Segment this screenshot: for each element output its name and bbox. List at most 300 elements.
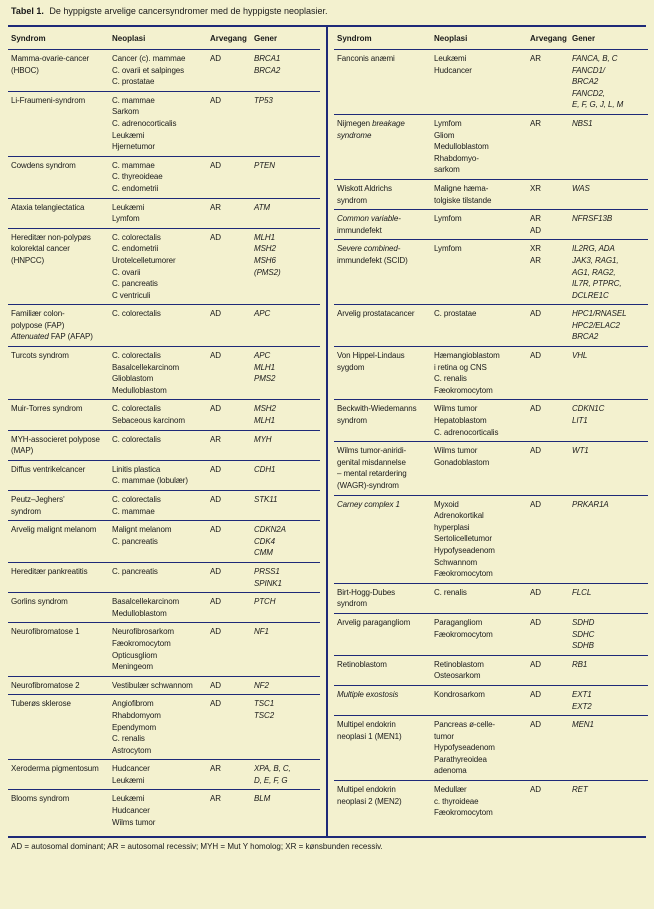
cell-line: PRSS1 xyxy=(254,566,280,576)
table-row xyxy=(8,92,320,157)
cell-neoplasi xyxy=(434,499,530,580)
cell-line: C. colorectalis xyxy=(112,351,161,361)
cell-line: ATM xyxy=(254,202,270,212)
cell-line: MYH xyxy=(254,434,272,444)
cell-neoplasi xyxy=(112,524,210,559)
cell-arvegang xyxy=(210,464,254,487)
table-header xyxy=(8,27,320,50)
cell-neoplasi xyxy=(112,494,210,517)
cell-line: Astrocytom xyxy=(112,745,152,755)
cell-syndrom xyxy=(334,53,434,111)
cell-gener xyxy=(254,434,320,457)
cell-line: Medulloblastom xyxy=(434,142,489,152)
cell-line: Wiskott Aldrichs xyxy=(337,183,392,193)
cell-syndrom xyxy=(334,689,434,712)
cell-line: C. pancreatis xyxy=(112,536,158,546)
cell-line: Beckwith-Wiedemanns xyxy=(337,404,417,414)
cell-arvegang xyxy=(210,95,254,153)
cell-line: Medullær xyxy=(434,785,467,795)
cell-neoplasi xyxy=(434,784,530,819)
cell-line: tumor xyxy=(434,731,454,741)
cell-line: Hudcancer xyxy=(112,806,150,816)
header-gener: Gener xyxy=(572,33,596,43)
cell-line: Cowdens syndrom xyxy=(11,160,76,170)
cell-arvegang xyxy=(530,308,572,343)
cell-syndrom xyxy=(8,434,112,457)
cell-gener xyxy=(572,403,648,438)
cell-line: EXT1 xyxy=(572,689,592,699)
cell-arvegang xyxy=(210,680,254,692)
cell-neoplasi xyxy=(434,719,530,777)
cell-line: AD xyxy=(530,404,541,414)
table-body-right xyxy=(334,50,648,822)
cell-syndrom xyxy=(334,659,434,682)
cell-line: XPA, B, C, xyxy=(254,764,291,774)
cell-arvegang xyxy=(530,689,572,712)
cell-line: CDH1 xyxy=(254,464,276,474)
cell-line: C. adrenocorticalis xyxy=(434,427,499,437)
cell-syndrom xyxy=(8,566,112,589)
cell-syndrom xyxy=(334,213,434,236)
cell-line: Hereditær pankreatitis xyxy=(11,566,88,576)
table-title: De hyppigste arvelige cancersyndromer med de hyppigste neoplasier. xyxy=(49,6,328,16)
cell-syndrom xyxy=(8,793,112,828)
cell-syndrom xyxy=(334,719,434,777)
cell-neoplasi xyxy=(434,403,530,438)
cell-line: C. colorectalis xyxy=(112,404,161,414)
cell-line: Gliom xyxy=(434,130,455,140)
cell-line: HPC1/RNASEL xyxy=(572,309,627,319)
cell-line: SDHC xyxy=(572,629,595,639)
cell-line: Vestibulær schwannom xyxy=(112,680,193,690)
cell-line: NF2 xyxy=(254,680,269,690)
table-right-half xyxy=(334,27,648,822)
cell-line: PTCH xyxy=(254,597,276,607)
cell-gener xyxy=(572,213,648,236)
cell-line: IL7R, PTPRC, xyxy=(572,279,622,289)
cell-line: AD xyxy=(530,225,541,235)
cell-line: MLH1 xyxy=(254,362,275,372)
cell-neoplasi xyxy=(112,596,210,619)
cell-arvegang xyxy=(530,118,572,176)
cell-line: AR xyxy=(210,202,221,212)
cell-line: Glioblastom xyxy=(112,374,154,384)
cell-line: PTEN xyxy=(254,160,275,170)
cell-line: PMS2 xyxy=(254,374,276,384)
cell-gener xyxy=(254,232,320,302)
cell-line: Wilms tumor-aniridi- xyxy=(337,446,407,456)
cell-line: syndrome xyxy=(337,130,372,140)
cell-line: AD xyxy=(210,699,221,709)
cell-line: MSH6 xyxy=(254,255,276,265)
table-row xyxy=(8,623,320,676)
cell-line: D, E, F, G xyxy=(254,775,288,785)
cell-syndrom xyxy=(334,445,434,491)
cell-line: Neurofibrosarkom xyxy=(112,627,174,637)
cell-neoplasi xyxy=(434,53,530,111)
cell-line: Arvelig prostatacancer xyxy=(337,309,415,319)
cell-arvegang xyxy=(530,617,572,652)
cell-line: AD xyxy=(530,785,541,795)
cell-line: APC xyxy=(254,309,271,319)
cell-gener xyxy=(254,763,320,786)
table-row xyxy=(8,695,320,760)
cell-arvegang xyxy=(210,793,254,828)
cell-gener xyxy=(254,698,320,756)
cell-line: Sertolicelletumor xyxy=(434,534,492,544)
cell-line: Basalcellekarcinom xyxy=(112,362,180,372)
cell-arvegang xyxy=(530,243,572,301)
table-row xyxy=(8,347,320,400)
cell-neoplasi xyxy=(112,680,210,692)
cell-line: kolorektal cancer xyxy=(11,244,70,254)
cell-line: AR xyxy=(210,794,221,804)
cell-arvegang xyxy=(210,494,254,517)
cell-line: Multipel endokrin xyxy=(337,785,396,795)
table-row xyxy=(8,400,320,430)
cell-line: XR xyxy=(530,244,541,254)
cell-syndrom xyxy=(8,596,112,619)
table-header xyxy=(334,27,648,50)
cell-line: IL2RG, ADA xyxy=(572,244,615,254)
cell-line: Opticusgliom xyxy=(112,650,158,660)
cell-neoplasi xyxy=(434,183,530,206)
cell-line: Xeroderma pigmentosum xyxy=(11,764,99,774)
header-neoplasi: Neoplasi xyxy=(112,33,146,43)
cell-syndrom xyxy=(8,202,112,225)
cell-line: sarkom xyxy=(434,165,460,175)
table-body-left xyxy=(8,50,320,831)
cell-line: BRCA2 xyxy=(572,77,599,87)
cell-arvegang xyxy=(530,445,572,491)
cell-syndrom xyxy=(334,350,434,396)
cell-syndrom xyxy=(8,350,112,396)
cell-neoplasi xyxy=(434,213,530,236)
cell-line: AR xyxy=(210,764,221,774)
cell-syndrom xyxy=(334,243,434,301)
cell-line: AD xyxy=(210,160,221,170)
cell-line: Turcots syndrom xyxy=(11,351,69,361)
table-row xyxy=(8,677,320,696)
column-divider xyxy=(326,25,328,838)
cell-gener xyxy=(572,118,648,176)
cell-arvegang xyxy=(210,566,254,589)
cell-syndrom xyxy=(334,118,434,176)
cell-line: Lymfom xyxy=(434,244,462,254)
cell-line: Wilms tumor xyxy=(112,817,156,827)
table-row xyxy=(8,199,320,229)
cell-arvegang xyxy=(210,524,254,559)
cell-gener xyxy=(254,494,320,517)
cell-line: Fæokromocytom xyxy=(434,808,493,818)
cell-line: EXT2 xyxy=(572,701,592,711)
cell-neoplasi xyxy=(434,659,530,682)
cell-gener xyxy=(254,626,320,672)
cell-line: C. colorectalis xyxy=(112,309,161,319)
cell-line: Li-Fraumeni-syndrom xyxy=(11,95,86,105)
table-row xyxy=(334,614,648,656)
cell-arvegang xyxy=(530,350,572,396)
cell-line: C. colorectalis xyxy=(112,434,161,444)
cell-line: Lymfom xyxy=(434,214,462,224)
cell-line: AD xyxy=(210,495,221,504)
cell-neoplasi xyxy=(434,617,530,652)
cell-line: Ataxia telangiectatica xyxy=(11,202,85,212)
cell-line: immundefekt (SCID) xyxy=(337,255,408,265)
cell-line: syndrom xyxy=(337,416,367,426)
cell-line: AD xyxy=(210,627,221,637)
cell-line: TSC2 xyxy=(254,710,275,720)
cell-line: VHL xyxy=(572,351,588,361)
cell-line: XR xyxy=(530,183,541,193)
cell-line: Urotelcelletumorer xyxy=(112,255,176,265)
cell-arvegang xyxy=(530,659,572,682)
cell-line: C. ovarii et salpinges xyxy=(112,65,185,75)
cell-line: FLCL xyxy=(572,587,592,597)
cell-line: C. mammae xyxy=(112,506,155,516)
cell-line: Multiple exostosis xyxy=(337,689,399,699)
table-row xyxy=(334,50,648,115)
cell-gener xyxy=(254,464,320,487)
cell-line: AR xyxy=(530,54,541,63)
cell-gener xyxy=(572,53,648,111)
cell-line: Fæokromocytom xyxy=(434,629,493,639)
cell-line: MLH1 xyxy=(254,232,275,242)
cell-line: Multipel endokrin xyxy=(337,720,396,730)
table-row xyxy=(8,229,320,306)
cell-neoplasi xyxy=(112,793,210,828)
cell-line: immundefekt xyxy=(337,225,382,235)
cell-line: Linitis plastica xyxy=(112,464,161,474)
cell-neoplasi xyxy=(112,308,210,343)
cell-line: Attenuated FAP (AFAP) xyxy=(11,332,93,342)
table-row xyxy=(334,210,648,240)
cell-line: NBS1 xyxy=(572,118,593,128)
cell-line: STK11 xyxy=(254,495,278,504)
table-row xyxy=(8,50,320,92)
cell-line: Nijmegen breakage xyxy=(337,118,405,128)
cell-line: syndrom xyxy=(337,599,367,609)
table-row xyxy=(334,240,648,305)
cell-line: BRCA2 xyxy=(572,332,599,342)
cell-line: C. colorectalis xyxy=(112,495,161,504)
header-arvegang: Arvegang xyxy=(530,33,567,43)
cell-line: Fæokromocytom xyxy=(112,638,171,648)
cell-line: C. mammae xyxy=(112,160,155,170)
table-row xyxy=(334,442,648,495)
cell-line: Blooms syndrom xyxy=(11,794,70,804)
cell-line: C. mammae (lobulær) xyxy=(112,476,188,486)
cell-neoplasi xyxy=(112,566,210,589)
cell-line: CDKN2A xyxy=(254,525,286,535)
header-neoplasi: Neoplasi xyxy=(434,33,468,43)
cell-line: – mental retardering xyxy=(337,469,407,479)
cell-line: AR xyxy=(530,214,541,224)
cell-line: Hypofyseadenom xyxy=(434,743,495,753)
cell-arvegang xyxy=(210,596,254,619)
cell-neoplasi xyxy=(434,445,530,491)
header-syndrom: Syndrom xyxy=(11,33,46,43)
cell-line: CMM xyxy=(254,548,273,558)
table-row xyxy=(8,431,320,461)
cell-line: Lymfom xyxy=(112,214,140,224)
cell-arvegang xyxy=(210,350,254,396)
cell-line: neoplasi 2 (MEN2) xyxy=(337,796,402,806)
cell-line: AD xyxy=(210,232,221,242)
header-arvegang: Arvegang xyxy=(210,33,247,43)
cell-line: Retinoblastom xyxy=(434,659,484,669)
cell-neoplasi xyxy=(434,308,530,343)
cell-gener xyxy=(572,183,648,206)
cell-line: Birt-Hogg-Dubes xyxy=(337,587,396,597)
cell-gener xyxy=(254,680,320,692)
table-row xyxy=(8,563,320,593)
cell-line: MSH2 xyxy=(254,244,276,254)
cell-neoplasi xyxy=(434,350,530,396)
cell-syndrom xyxy=(334,403,434,438)
cell-neoplasi xyxy=(112,698,210,756)
cell-arvegang xyxy=(530,719,572,777)
cell-line: BRCA2 xyxy=(254,65,281,75)
cell-syndrom xyxy=(334,308,434,343)
cell-arvegang xyxy=(530,499,572,580)
cell-syndrom xyxy=(334,617,434,652)
table-row xyxy=(334,400,648,442)
cell-gener xyxy=(572,350,648,396)
cell-line: Tuberøs sklerose xyxy=(11,699,71,709)
cell-line: c. thyroideae xyxy=(434,796,479,806)
table-row xyxy=(334,180,648,210)
table-left-half xyxy=(8,27,320,831)
cell-arvegang xyxy=(210,308,254,343)
cell-line: MEN1 xyxy=(572,720,594,730)
cell-arvegang xyxy=(210,403,254,426)
cell-syndrom xyxy=(8,698,112,756)
cell-neoplasi xyxy=(112,53,210,88)
cell-line: AD xyxy=(210,309,221,319)
cell-arvegang xyxy=(530,784,572,819)
cell-line: Von Hippel-Lindaus xyxy=(337,351,405,361)
cell-line: LIT1 xyxy=(572,416,588,426)
cell-line: Muir-Torres syndrom xyxy=(11,404,83,414)
cell-neoplasi xyxy=(112,160,210,195)
cell-line: genital misdannelse xyxy=(337,457,406,467)
table-bottom-rule xyxy=(8,836,646,838)
cell-line: Wilms tumor xyxy=(434,404,478,414)
cell-gener xyxy=(254,524,320,559)
cell-line: C. thyreoideae xyxy=(112,172,163,182)
cell-line: C. endometrii xyxy=(112,183,159,193)
cell-line: AD xyxy=(530,617,541,627)
cell-line: SDHB xyxy=(572,641,594,651)
cell-neoplasi xyxy=(434,243,530,301)
cell-line: (HNPCC) xyxy=(11,255,45,265)
cell-arvegang xyxy=(210,434,254,457)
table-row xyxy=(8,491,320,521)
cell-gener xyxy=(254,403,320,426)
cell-line: Pancreas ø-celle- xyxy=(434,720,495,730)
cell-line: Hjernetumor xyxy=(112,142,155,152)
cell-arvegang xyxy=(530,183,572,206)
cell-line: syndrom xyxy=(11,506,41,516)
cell-arvegang xyxy=(210,232,254,302)
table-row xyxy=(334,115,648,180)
table-row xyxy=(8,461,320,491)
table-label: Tabel 1. xyxy=(11,6,44,16)
cell-line: C. endometrii xyxy=(112,244,159,254)
cell-line: Leukæmi xyxy=(112,202,145,212)
cell-line: AD xyxy=(210,597,221,607)
cell-line: adenoma xyxy=(434,766,467,776)
cell-line: APC xyxy=(254,351,271,361)
cell-line: Leukæmi xyxy=(112,775,145,785)
cell-syndrom xyxy=(8,308,112,343)
table-row xyxy=(334,584,648,614)
cell-line: BLM xyxy=(254,794,271,804)
cell-line: AR xyxy=(530,118,541,128)
cell-line: Arvelig paragangliom xyxy=(337,617,411,627)
cell-line: (PMS2) xyxy=(254,267,281,277)
table-row xyxy=(334,781,648,822)
cell-line: FANCD2, xyxy=(572,88,605,98)
cell-line: AD xyxy=(530,659,541,669)
cell-syndrom xyxy=(334,587,434,610)
table-row xyxy=(8,157,320,199)
table-row xyxy=(8,790,320,831)
cell-line: Basalcellekarcinom xyxy=(112,597,180,607)
cell-line: RB1 xyxy=(572,659,588,669)
cell-syndrom xyxy=(334,499,434,580)
cell-line: neoplasi 1 (MEN1) xyxy=(337,731,402,741)
cell-gener xyxy=(254,202,320,225)
cell-line: C. adrenocorticalis xyxy=(112,118,177,128)
cell-line: SPINK1 xyxy=(254,578,282,588)
cell-line: Paragangliom xyxy=(434,617,483,627)
cell-line: AD xyxy=(530,587,541,597)
cell-gener xyxy=(572,243,648,301)
cell-line: Carney complex 1 xyxy=(337,499,400,509)
cell-line: AD xyxy=(210,404,221,414)
cell-line: AD xyxy=(210,351,221,361)
table-row xyxy=(334,716,648,781)
cell-arvegang xyxy=(530,53,572,111)
cell-line: Adrenokortikal xyxy=(434,511,484,521)
cell-arvegang xyxy=(530,403,572,438)
cell-line: AD xyxy=(530,309,541,319)
cell-gener xyxy=(572,659,648,682)
cell-line: MYH-associeret polypose xyxy=(11,434,100,444)
cell-syndrom xyxy=(8,494,112,517)
cell-gener xyxy=(572,689,648,712)
cell-line: WAS xyxy=(572,183,590,193)
cell-gener xyxy=(572,499,648,580)
cell-line: WT1 xyxy=(572,446,589,456)
cell-line: NFRSF13B xyxy=(572,214,613,224)
cell-line: Neurofibromatose 2 xyxy=(11,680,80,690)
cell-line: DCLRE1C xyxy=(572,290,609,300)
cell-line: Wilms tumor xyxy=(434,446,478,456)
cell-gener xyxy=(572,587,648,610)
cell-neoplasi xyxy=(112,95,210,153)
cell-gener xyxy=(572,617,648,652)
cell-line: NF1 xyxy=(254,627,269,637)
cell-line: Hæmangioblastom xyxy=(434,351,500,361)
cell-line: Ependymom xyxy=(112,722,157,732)
cell-line: AD xyxy=(210,95,221,105)
cell-line: syndrom xyxy=(337,195,367,205)
cell-neoplasi xyxy=(112,403,210,426)
cell-line: Leukæmi xyxy=(112,130,145,140)
